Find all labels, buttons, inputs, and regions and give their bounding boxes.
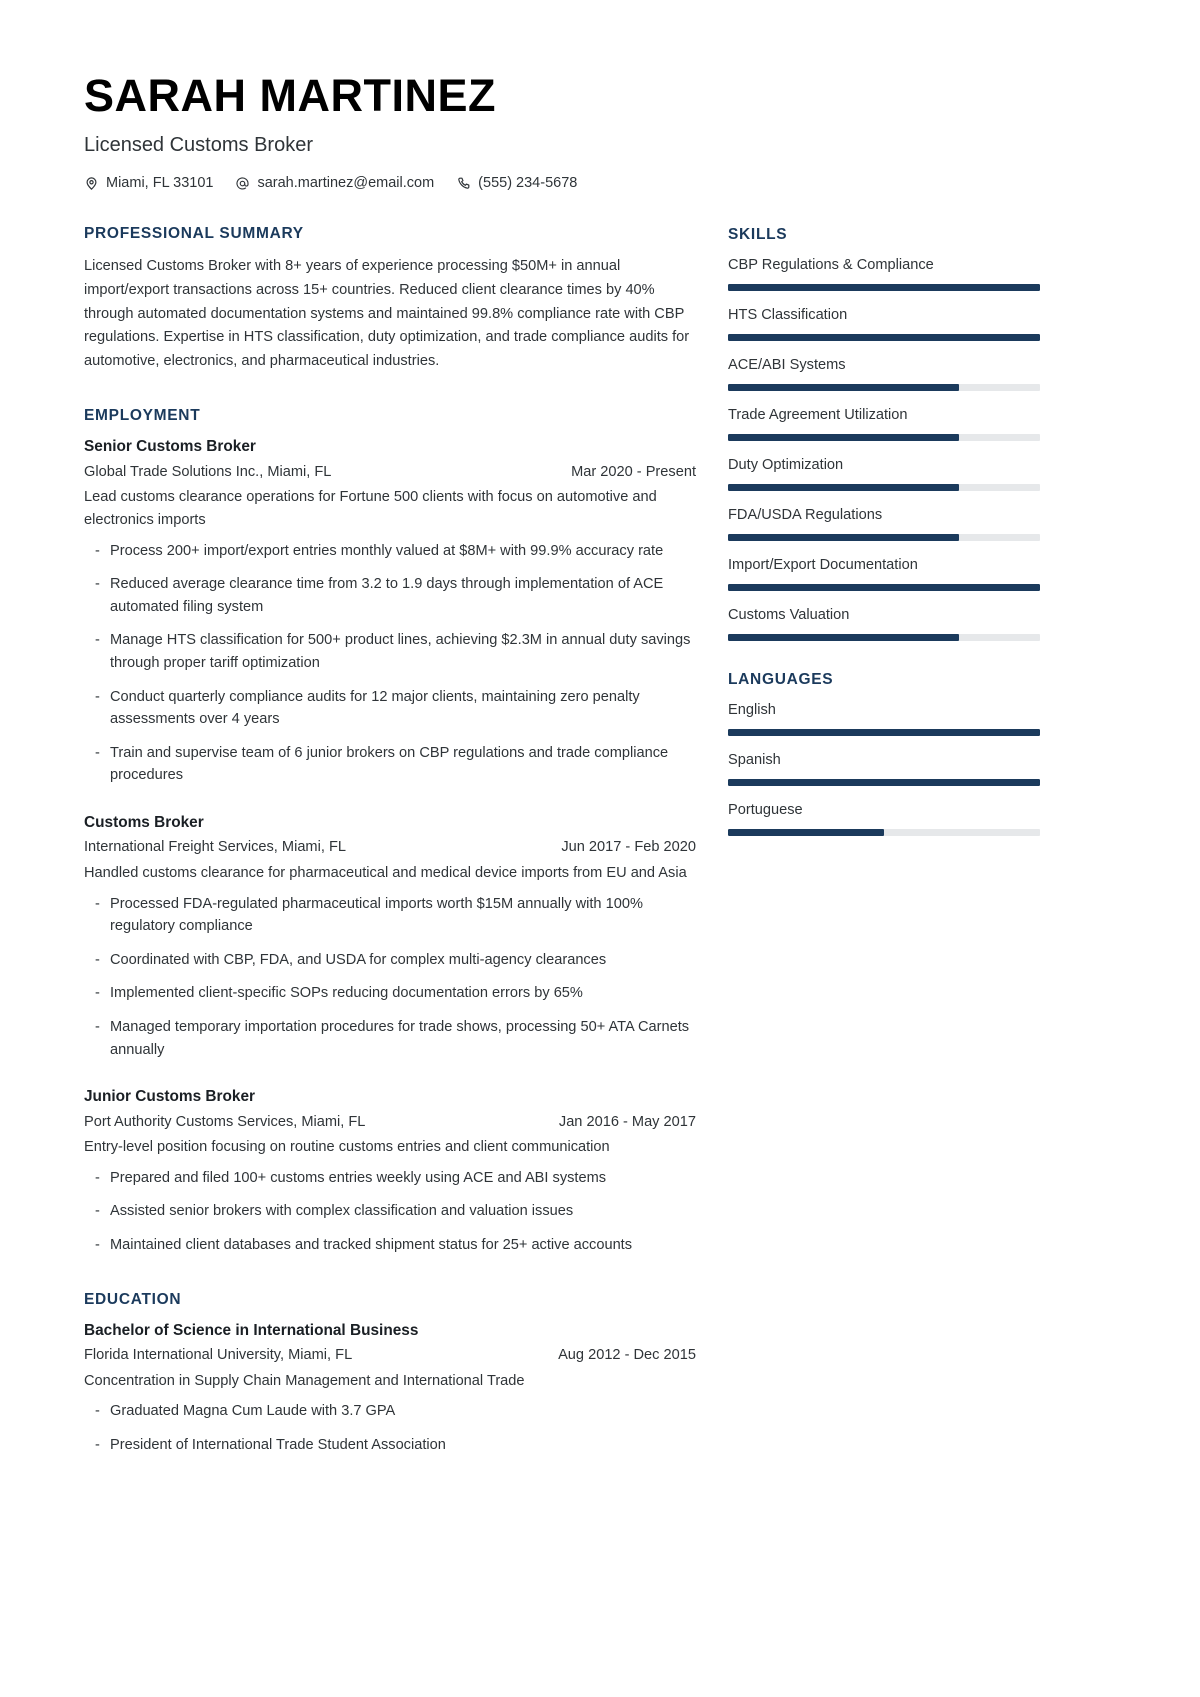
entry-bullet: - Maintained client databases and tracked shipment status for 25+ active accounts (84, 1234, 696, 1257)
language-label: English (728, 702, 776, 718)
phone-icon (456, 176, 471, 191)
main-column (84, 225, 696, 1456)
entry-dates: Jun 2017 - Feb 2020 (561, 839, 696, 856)
language-item (728, 801, 1040, 836)
contact-email (235, 175, 434, 191)
skill-level-fill (728, 634, 959, 641)
contact-phone-text: (555) 234-5678 (478, 175, 578, 192)
entry-dates: Jan 2016 - May 2017 (558, 1113, 696, 1130)
skill-label: HTS Classification (728, 307, 848, 324)
entry-organization: Global Trade Solutions Inc., Miami, FL (84, 463, 332, 480)
entry-meta (84, 838, 696, 858)
entry-description: Lead customs clearance operations for Fortune 500 clients with focus on automotive and electronics imports (84, 489, 657, 528)
entry-bullet: - President of International Trade Student Association (84, 1434, 696, 1457)
contact-location (84, 175, 213, 191)
skills-heading: SKILLS (728, 226, 788, 244)
language-level-fill (728, 829, 884, 836)
skill-level-fill (728, 584, 1040, 591)
entry-bullet: - Coordinated with CBP, FDA, and USDA for complex multi-agency clearances (84, 949, 696, 972)
languages-list (728, 701, 1040, 836)
skill-label: FDA/USDA Regulations (728, 507, 883, 524)
language-item (728, 701, 1040, 736)
resume-header (84, 72, 1116, 191)
employment-entries (84, 437, 696, 1256)
skill-label: CBP Regulations & Compliance (728, 257, 934, 274)
section-languages (728, 671, 1040, 836)
entry-role: Bachelor of Science in International Business (84, 1321, 419, 1339)
entry-bullet-list (84, 1400, 696, 1456)
entry-bullet: - Implemented client-specific SOPs reducing documentation errors by 65% (84, 982, 696, 1005)
skill-item (728, 506, 1040, 541)
skill-label: Duty Optimization (728, 457, 844, 474)
entry-bullet-list (84, 540, 696, 787)
location-pin-icon (84, 176, 99, 191)
experience-entry (84, 437, 696, 787)
skill-level-fill (728, 484, 959, 491)
entry-meta (84, 1346, 696, 1366)
language-level-fill (728, 729, 1040, 736)
entry-dates: Aug 2012 - Dec 2015 (558, 1346, 696, 1363)
resume-body (84, 225, 1116, 1456)
skill-label: Import/Export Documentation (728, 557, 918, 574)
entry-bullet: - Processed FDA-regulated pharmaceutical imports worth $15M annually with 100% regulatory compliance (84, 893, 696, 938)
skill-level-fill (728, 384, 959, 391)
skill-level-bar (728, 534, 1040, 541)
skill-item (728, 556, 1040, 591)
skill-level-fill (728, 434, 959, 441)
entry-meta (84, 463, 696, 483)
skill-level-fill (728, 334, 1040, 341)
language-item (728, 751, 1040, 786)
entry-description: Concentration in Supply Chain Management and International Trade (84, 1372, 525, 1389)
skill-level-bar (728, 284, 1040, 291)
contact-info-row (84, 175, 1116, 191)
skill-level-bar (728, 334, 1040, 341)
education-entries (84, 1321, 696, 1457)
skill-level-bar (728, 434, 1040, 441)
section-education (84, 1291, 696, 1457)
entry-description: Entry-level position focusing on routine customs entries and client communication (84, 1139, 610, 1156)
at-sign-icon (235, 176, 250, 191)
skill-level-fill (728, 284, 1040, 291)
skills-list (728, 256, 1040, 641)
entry-bullet: - Graduated Magna Cum Laude with 3.7 GPA (84, 1400, 696, 1423)
entry-bullet: - Managed temporary importation procedures for trade shows, processing 50+ ATA Carnets annually (84, 1016, 696, 1061)
entry-bullet: - Reduced average clearance time from 3.2 to 1.9 days through implementation of ACE automated filing system (84, 573, 696, 618)
language-label: Spanish (728, 751, 781, 768)
entry-bullet: - Conduct quarterly compliance audits for 12 major clients, maintaining zero penalty assessments over 4 years (84, 686, 696, 731)
contact-location-text: Miami, FL 33101 (106, 175, 214, 192)
entry-role: Customs Broker (84, 814, 204, 832)
skill-level-bar (728, 484, 1040, 491)
skill-level-bar (728, 584, 1040, 591)
entry-bullet: - Manage HTS classification for 500+ product lines, achieving $2.3M in annual duty savings through proper tariff optimization (84, 629, 696, 674)
entry-role: Junior Customs Broker (84, 1088, 256, 1106)
entry-bullet-list (84, 1167, 696, 1257)
entry-dates: Mar 2020 - Present (571, 463, 696, 480)
skill-label: ACE/ABI Systems (728, 357, 846, 374)
entry-description: Handled customs clearance for pharmaceutical and medical device imports from EU and Asia (84, 865, 687, 882)
language-level-bar (728, 779, 1040, 786)
language-level-fill (728, 779, 1040, 786)
candidate-name: SARAH MARTINEZ (84, 70, 496, 121)
entry-role: Senior Customs Broker (84, 438, 256, 456)
entry-bullet: - Train and supervise team of 6 junior brokers on CBP regulations and trade compliance procedures (84, 742, 696, 787)
entry-organization: Florida International University, Miami, FL (84, 1346, 353, 1363)
employment-heading: EMPLOYMENT (84, 407, 201, 425)
section-skills (728, 226, 1040, 641)
experience-entry (84, 1321, 696, 1457)
skill-level-bar (728, 384, 1040, 391)
entry-organization: International Freight Services, Miami, FL (84, 839, 346, 856)
language-level-bar (728, 729, 1040, 736)
skill-item (728, 356, 1040, 391)
languages-heading: LANGUAGES (728, 671, 834, 688)
summary-text: Licensed Customs Broker with 8+ years of experience processing $50M+ in annual import/export transactions across 15+ countries. Reduced client clearance times by 40% through automated documentation systems and maintained 99.8% compliance rate with CBP regulations. Expertise in HTS classification, duty optimization, and trade compliance audits for automotive, electronics, and pharmaceutical industries. (84, 258, 690, 369)
entry-bullet-list (84, 893, 696, 1062)
skill-item (728, 606, 1040, 641)
candidate-job-title: Licensed Customs Broker (84, 134, 313, 157)
entry-bullet: - Process 200+ import/export entries monthly valued at $8M+ with 99.9% accuracy rate (84, 540, 696, 563)
summary-heading: PROFESSIONAL SUMMARY (84, 225, 304, 243)
entry-meta (84, 1113, 696, 1133)
skill-item (728, 256, 1040, 291)
skill-item (728, 456, 1040, 491)
skill-item (728, 306, 1040, 341)
experience-entry (84, 813, 696, 1061)
skill-label: Customs Valuation (728, 607, 850, 624)
skill-item (728, 406, 1040, 441)
section-professional-summary (84, 225, 696, 373)
education-heading: EDUCATION (84, 1290, 182, 1308)
sidebar-column (728, 225, 1040, 851)
skill-level-fill (728, 534, 959, 541)
section-employment (84, 407, 696, 1256)
contact-email-text: sarah.martinez@email.com (257, 175, 435, 192)
entry-bullet: - Prepared and filed 100+ customs entries weekly using ACE and ABI systems (84, 1167, 696, 1190)
entry-bullet: - Assisted senior brokers with complex classification and valuation issues (84, 1200, 696, 1223)
skill-level-bar (728, 634, 1040, 641)
language-level-bar (728, 829, 1040, 836)
language-label: Portuguese (728, 801, 803, 818)
experience-entry (84, 1087, 696, 1256)
skill-label: Trade Agreement Utilization (728, 407, 908, 424)
entry-organization: Port Authority Customs Services, Miami, FL (84, 1113, 366, 1130)
contact-phone (456, 175, 577, 191)
